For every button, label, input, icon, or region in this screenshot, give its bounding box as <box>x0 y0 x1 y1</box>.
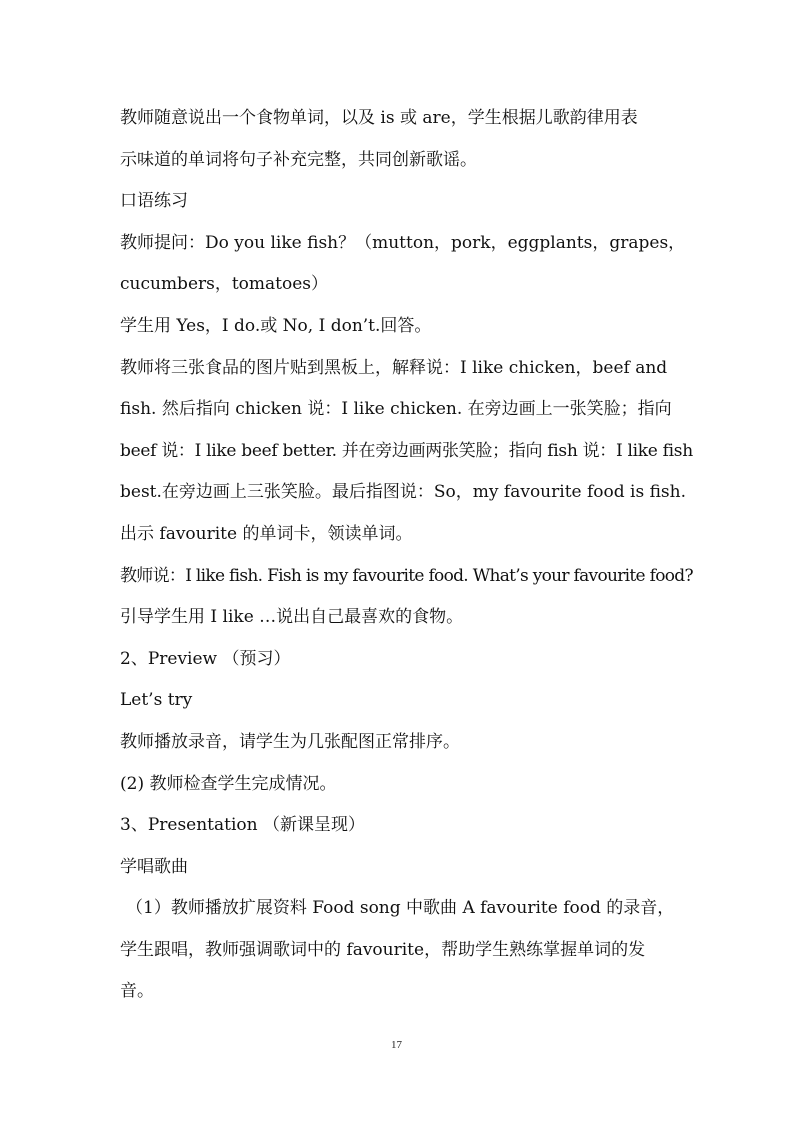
text-line-8: fish. 然后指向 chicken 说：I like chicken. 在旁边画上一张笑脸；指向 <box>120 399 672 420</box>
text-line-1: 教师随意说出一个食物单词，以及 is 或 are，学生根据儿歌韵律用表 <box>120 108 638 128</box>
text-line-11: 出示 favourite 的单词卡，领读单词。 <box>120 523 413 544</box>
text-line-7: 教师将三张食品的图片贴到黑板上，解释说：I like chicken，beef and <box>120 357 668 378</box>
section-heading-preview: 2、Preview （预习） <box>120 648 291 669</box>
section-heading-presentation: 3、Presentation （新课呈现） <box>120 815 365 836</box>
text-line-9: beef 说：I like beef better. 并在旁边画两张笑脸；指向 fish 说：I like fish <box>120 440 693 461</box>
text-line-6: 学生用 Yes，I do.或 No, I don’t.回答。 <box>120 315 432 336</box>
text-line-20: （1）教师播放扩展资料 Food song 中歌曲 A favourite food 的录音， <box>126 898 675 919</box>
text-line-12: 教师说：I like fish. Fish is my favourite food. What’s your favourite food? <box>120 565 693 586</box>
text-line-21: 学生跟唱，教师强调歌词中的 favourite，帮助学生熟练掌握单词的发 <box>120 939 646 960</box>
text-line-17: (2) 教师检查学生完成情况。 <box>120 773 337 794</box>
page-body <box>120 98 693 1013</box>
subheading-learn-song: 学唱歌曲 <box>120 856 188 877</box>
text-line-5: cucumbers，tomatoes） <box>120 274 329 295</box>
text-line-13: 引导学生用 I like …说出自己最喜欢的食物。 <box>120 607 464 628</box>
text-line-2: 示味道的单词将句子补充完整，共同创新歌谣。 <box>120 149 477 170</box>
text-line-22: 音。 <box>120 981 154 1002</box>
text-line-4: 教师提问：Do you like fish？（mutton，pork，eggplants，grapes， <box>120 232 686 253</box>
section-heading-oral-practice: 口语练习 <box>120 191 188 212</box>
text-line-10: best.在旁边画上三张笑脸。最后指图说：So，my favourite food is fish. <box>120 482 687 503</box>
page-number: 17 <box>391 1039 402 1051</box>
subheading-lets-try: Let’s try <box>120 690 193 711</box>
text-line-16: 教师播放录音，请学生为几张配图正常排序。 <box>120 731 460 752</box>
